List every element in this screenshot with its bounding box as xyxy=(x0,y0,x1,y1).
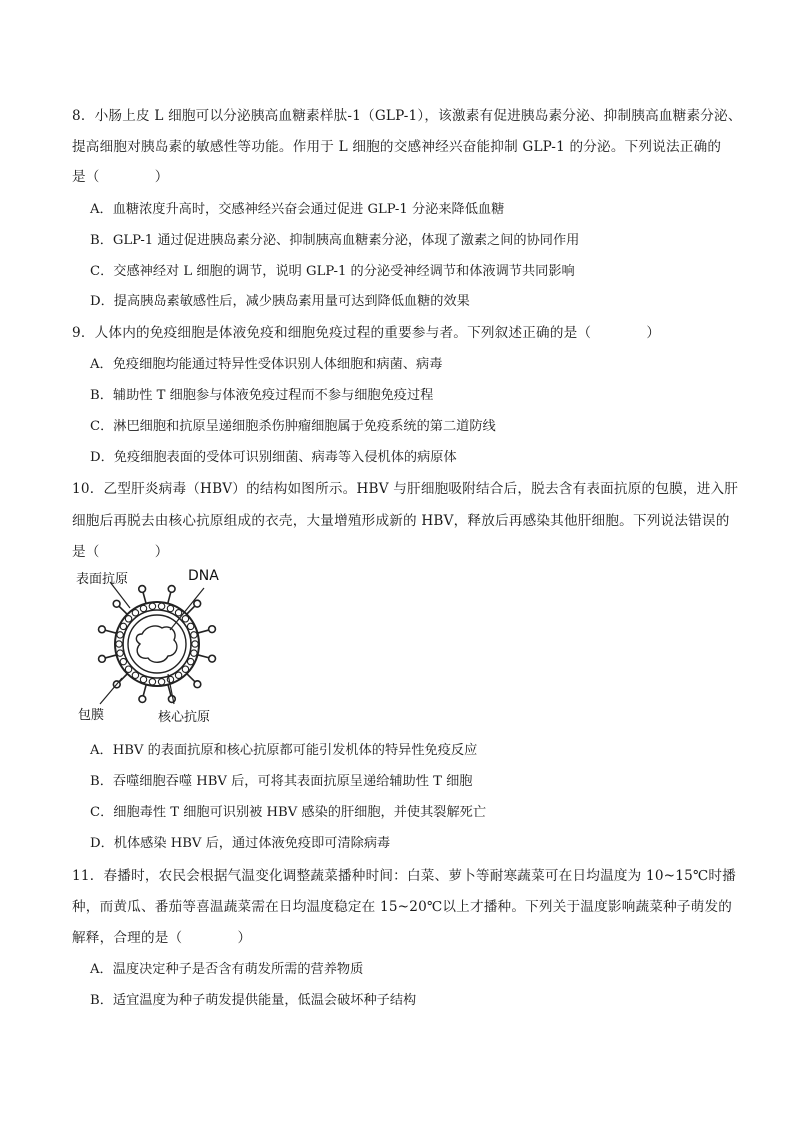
hbv-virus-diagram xyxy=(72,566,242,726)
envelope-bead xyxy=(149,603,155,609)
q8-stem-line-3: 是（ ） xyxy=(72,169,169,185)
spike-stalk xyxy=(198,655,210,658)
pointer-dna xyxy=(170,588,204,630)
spike-head xyxy=(99,626,106,633)
envelope-bead xyxy=(117,650,123,656)
label-dna: DNA xyxy=(188,568,219,584)
q10-option-c: C．细胞毒性 T 细胞可识别被 HBV 感染的肝细胞，并使其裂解死亡 xyxy=(90,805,487,820)
spike-stalk xyxy=(198,630,210,633)
label-surface-antigen: 表面抗原 xyxy=(76,572,129,587)
envelope-bead xyxy=(175,610,181,616)
spike-stalk xyxy=(143,685,146,697)
label-core-antigen: 核心抗原 xyxy=(158,710,211,725)
spike-stalk xyxy=(187,674,196,682)
spike-head xyxy=(194,681,201,688)
spike-stalk xyxy=(168,592,171,604)
envelope-bead xyxy=(117,632,123,638)
q9-option-d: D．免疫细胞表面的受体可识别细菌、病毒等入侵机体的病原体 xyxy=(90,450,457,465)
q9-stem-line-1: 9．人体内的免疫细胞是体液免疫和细胞免疫过程的重要参与者。下列叙述正确的是（ ） xyxy=(72,325,661,341)
spike-head xyxy=(209,626,216,633)
q8-option-d: D．提高胰岛素敏感性后，减少胰岛素用量可达到降低血糖的效果 xyxy=(90,294,470,309)
spike-head xyxy=(209,655,216,662)
envelope-bead xyxy=(191,650,197,656)
pointer-envelope xyxy=(100,678,122,704)
spike-head xyxy=(194,600,201,607)
hbv-structure-figure xyxy=(72,566,242,726)
envelope-bead xyxy=(187,658,193,664)
q8-stem-line-2: 提高细胞对胰岛素的敏感性等功能。作用于 L 细胞的交感神经兴奋能抑制 GLP-1 的分泌。下列说法正确的 xyxy=(72,139,722,155)
q11-option-b: B．适宜温度为种子萌发提供能量，低温会破坏种子结构 xyxy=(90,993,417,1008)
q11-option-a: A．温度决定种子是否含有萌发所需的营养物质 xyxy=(90,962,364,977)
envelope-bead xyxy=(140,676,146,682)
q11-stem-line-2: 种，而黄瓜、番茄等喜温蔬菜需在日均温度稳定在 15~20℃以上才播种。下列关于温度影响蔬菜种子萌发的 xyxy=(72,899,733,915)
q10-option-a: A．HBV 的表面抗原和核心抗原都可能引发机体的特异性免疫反应 xyxy=(90,743,478,758)
spike-stalk xyxy=(119,606,128,614)
envelope-bead xyxy=(158,679,164,685)
q9-option-a: A．免疫细胞均能通过特异性受体识别人体细胞和病菌、病毒 xyxy=(90,357,443,372)
spike-stalk xyxy=(105,630,117,633)
spike-stalk xyxy=(105,655,117,658)
envelope-bead xyxy=(187,623,193,629)
envelope-bead xyxy=(132,610,138,616)
q10-option-b: B．吞噬细胞吞噬 HBV 后，可将其表面抗原呈递给辅助性 T 细胞 xyxy=(90,774,473,789)
label-envelope: 包膜 xyxy=(78,708,105,723)
q8-option-b: B．GLP-1 通过促进胰岛素分泌、抑制胰高血糖素分泌，体现了激素之间的协同作用 xyxy=(90,233,580,248)
envelope-bead xyxy=(120,623,126,629)
q11-stem-line-1: 11．春播时，农民会根据气温变化调整蔬菜播种时间：白菜、萝卜等耐寒蔬菜可在日均温度为 10~15℃时播 xyxy=(72,868,736,884)
spike-stalk xyxy=(143,592,146,604)
q9-option-b: B．辅助性 T 细胞参与体液免疫过程而不参与细胞免疫过程 xyxy=(90,388,434,403)
envelope-bead xyxy=(175,672,181,678)
q8-option-a: A．血糖浓度升高时，交感神经兴奋会通过促进 GLP-1 分泌来降低血糖 xyxy=(90,202,505,217)
spike-head xyxy=(168,696,175,703)
spike-head xyxy=(139,696,146,703)
spike-head xyxy=(113,600,120,607)
envelope-bead xyxy=(120,658,126,664)
envelope-bead xyxy=(192,641,198,647)
q9-option-c: C．淋巴细胞和抗原呈递细胞杀伤肿瘤细胞属于免疫系统的第二道防线 xyxy=(90,419,496,434)
envelope-bead xyxy=(167,605,173,611)
spike-head xyxy=(99,655,106,662)
envelope-inner xyxy=(123,610,191,678)
envelope-bead xyxy=(116,641,122,647)
envelope-bead xyxy=(140,605,146,611)
envelope-bead xyxy=(182,616,188,622)
envelope-bead xyxy=(149,679,155,685)
q10-stem-line-1: 10．乙型肝炎病毒（HBV）的结构如图所示。HBV 与肝细胞吸附结合后，脱去含有表面抗原的包膜，进入肝 xyxy=(72,481,739,497)
dna-strand xyxy=(136,626,177,662)
envelope-bead xyxy=(158,603,164,609)
q10-stem-line-2: 细胞后再脱去由核心抗原组成的衣壳，大量增殖形成新的 HBV，释放后再感染其他肝细胞。下列说法错误的 xyxy=(72,513,730,529)
envelope-bead xyxy=(191,632,197,638)
q8-option-c: C．交感神经对 L 细胞的调节，说明 GLP-1 的分泌受神经调节和体液调节共同影响 xyxy=(90,264,575,279)
spike-head xyxy=(168,586,175,593)
spike-head xyxy=(139,586,146,593)
envelope-bead xyxy=(125,616,131,622)
envelope-bead xyxy=(182,666,188,672)
q11-stem-line-3: 解释，合理的是（ ） xyxy=(72,930,252,946)
envelope-bead xyxy=(125,666,131,672)
q10-option-d: D．机体感染 HBV 后，通过体液免疫即可清除病毒 xyxy=(90,836,391,851)
q10-stem-line-3: 是（ ） xyxy=(72,544,169,560)
envelope-bead xyxy=(132,672,138,678)
q8-stem-line-1: 8．小肠上皮 L 细胞可以分泌胰高血糖素样肽-1（GLP-1），该激素有促进胰岛素分泌、抑制胰高血糖素分泌、 xyxy=(72,108,742,124)
